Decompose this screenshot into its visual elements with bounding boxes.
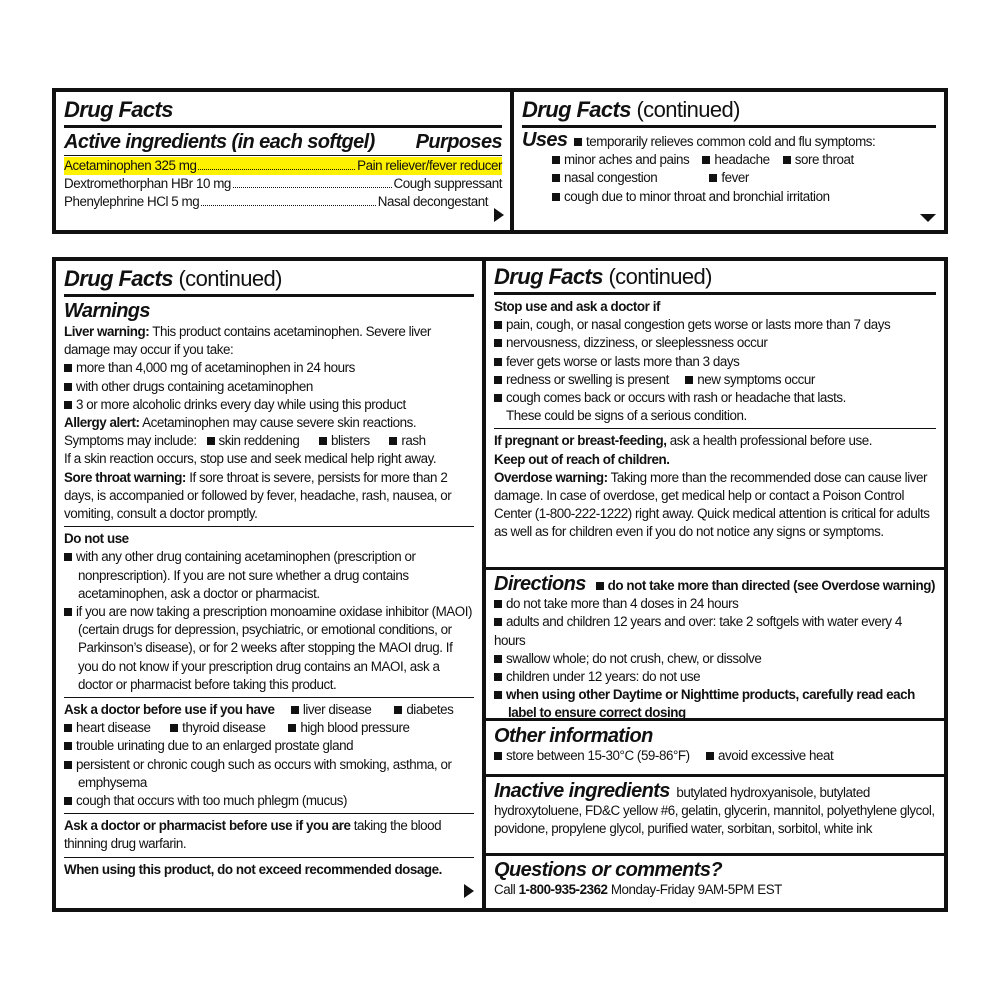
panel-title: Drug Facts (continued) xyxy=(494,264,712,289)
bullet-icon xyxy=(552,156,560,164)
pregnant-warning: If pregnant or breast-feeding, ask a health professional before use. xyxy=(494,433,872,449)
divider xyxy=(522,125,936,128)
divider xyxy=(64,155,502,156)
when-using: When using this product, do not exceed recommended dosage. xyxy=(64,861,442,877)
stop-use-heading: Stop use and ask a doctor if xyxy=(494,299,660,314)
section-directions xyxy=(494,575,936,723)
ingredient-name: Dextromethorphan HBr 10 mg xyxy=(64,176,231,191)
overdose-warning: Overdose warning: Taking more than the recommended dose can cause liver damage. In case of overdose, get medical help or contact a Poison Control Center (1-800-222-1222) right away. Quick medical attention is critical for adults as well as for children even if you do not notice any signs or symptoms. xyxy=(494,469,930,540)
section-inactive-ingredients xyxy=(494,782,936,839)
uses-list: minor aches and pains headache sore throat nasal congestion fever cough due to minor throat and bronchial irritation xyxy=(522,151,936,206)
section-stop-use xyxy=(494,265,936,567)
warnings-heading: Warnings xyxy=(64,300,150,322)
stop-use-item: fever gets worse or lasts more than 3 days xyxy=(494,353,936,371)
allergy-alert: Allergy alert: Acetaminophen may cause severe skin reactions. Symptoms may include: skin reddening blisters rash xyxy=(64,415,426,449)
divider xyxy=(494,428,936,429)
stop-use-item: cough comes back or occurs with rash or headache that lasts. xyxy=(494,389,936,407)
uses-intro: Uses temporarily relieves common cold and flu symptoms: xyxy=(522,129,876,151)
bullet-icon xyxy=(64,608,72,616)
bullet-icon xyxy=(494,376,502,384)
bullet-icon xyxy=(706,752,714,760)
liver-item: 3 or more alcoholic drinks every day while using this product xyxy=(64,396,474,414)
do-not-use-heading: Do not use xyxy=(64,531,129,547)
divider xyxy=(494,292,936,295)
directions-item: do not take more than 4 doses in 24 hours xyxy=(494,595,936,613)
panel-active-ingredients xyxy=(52,88,512,234)
bullet-icon xyxy=(494,752,502,760)
do-not-use-item: with any other drug containing acetaminophen (prescription or nonprescription). If you are not sure whether a drug contains acetaminophen, ask a doctor or pharmacist. xyxy=(64,548,474,603)
section-questions xyxy=(494,859,936,899)
active-heading: Active ingredients (in each softgel) xyxy=(64,131,375,153)
other-items: store between 15-30°C (59-86°F) avoid excessive heat xyxy=(494,747,936,765)
stop-use-item: nervousness, dizziness, or sleeplessness occur xyxy=(494,334,936,352)
bullet-icon xyxy=(494,691,502,699)
liver-item: with other drugs containing acetaminophen xyxy=(64,378,474,396)
ask-doctor-item: trouble urinating due to an enlarged prostate gland xyxy=(64,737,474,755)
ingredient-row xyxy=(64,175,502,193)
bullet-icon xyxy=(685,376,693,384)
ingredient-name: Phenylephrine HCl 5 mg xyxy=(64,194,200,209)
ingredient-name: Acetaminophen 325 mg xyxy=(64,158,197,173)
other-heading: Other information xyxy=(494,725,653,747)
stop-use-item: redness or swelling is present new symptoms occur xyxy=(494,371,936,389)
phone-number: 1-800-935-2362 xyxy=(518,882,608,897)
bullet-icon xyxy=(783,156,791,164)
bullet-icon xyxy=(494,673,502,681)
continue-arrow-icon xyxy=(494,208,504,222)
ask-pharmacist: Ask a doctor or pharmacist before use if you are taking the blood thinning drug warfarin. xyxy=(64,818,442,852)
ask-doctor-item: persistent or chronic cough such as occurs with smoking, asthma, or emphysema xyxy=(64,756,474,792)
bullet-icon xyxy=(291,706,299,714)
bullet-icon xyxy=(494,618,502,626)
questions-heading: Questions or comments? xyxy=(494,859,722,881)
bullet-icon xyxy=(552,174,560,182)
keep-out-of-reach: Keep out of reach of children. xyxy=(494,451,670,467)
bullet-icon xyxy=(64,383,72,391)
bullet-icon xyxy=(64,761,72,769)
divider xyxy=(64,813,474,814)
bullet-icon xyxy=(596,582,604,590)
panel-warnings xyxy=(52,257,484,912)
bullet-icon xyxy=(64,742,72,750)
ingredient-row xyxy=(64,193,502,211)
directions-item: children under 12 years: do not use xyxy=(494,668,936,686)
stop-use-after: These could be signs of a serious condition. xyxy=(506,408,747,424)
panel-title: Drug Facts xyxy=(64,97,173,122)
panel-title: Drug Facts (continued) xyxy=(64,266,282,291)
divider xyxy=(64,125,502,128)
bullet-icon xyxy=(207,437,215,445)
ingredient-purpose: Pain reliever/fever reducer xyxy=(357,158,502,173)
active-header-row xyxy=(64,131,502,154)
divider xyxy=(64,697,474,698)
panel-title: Drug Facts (continued) xyxy=(522,97,740,122)
ingredient-purpose: Nasal decongestant xyxy=(377,194,488,209)
inactive-text: Inactive ingredients butylated hydroxyanisole, butylated hydroxytoluene, FD&C yellow #6, gelatin, glycerin, mannitol, polyethylene glycol, povidone, propylene glycol, purified water, sorbitan, sorbitol, white ink xyxy=(494,780,935,837)
allergy-after: If a skin reaction occurs, stop use and seek medical help right away. xyxy=(64,451,437,467)
do-not-use-item: if you are now taking a prescription monoamine oxidase inhibitor (MAOI) (certain drugs for depression, psychiatric, or emotional conditions, or Parkinson’s disease), or for 2 weeks after stopping the MAOI drug. If you do not know if your prescription drug contains an MAOI, ask a doctor or pharmacist before taking this product. xyxy=(64,603,474,694)
bullet-icon xyxy=(494,339,502,347)
purposes-heading: Purposes xyxy=(415,131,502,153)
divider xyxy=(64,526,474,527)
ingredient-purpose: Cough suppressant xyxy=(393,176,502,191)
directions-item: swallow whole; do not crush, chew, or dissolve xyxy=(494,650,936,668)
directions-item: adults and children 12 years and over: take 2 softgels with water every 4 hours xyxy=(494,614,902,648)
bullet-icon xyxy=(389,437,397,445)
bullet-icon xyxy=(494,321,502,329)
continue-arrow-icon xyxy=(464,884,474,898)
bullet-icon xyxy=(494,655,502,663)
bullet-icon xyxy=(64,401,72,409)
bullet-icon xyxy=(709,174,717,182)
stop-use-item: pain, cough, or nasal congestion gets worse or lasts more than 7 days xyxy=(494,316,936,334)
liver-warning: Liver warning: This product contains acetaminophen. Severe liver damage may occur if you take: xyxy=(64,324,431,358)
bullet-icon xyxy=(64,724,72,732)
sore-throat-warning: Sore throat warning: If sore throat is severe, persists for more than 2 days, is accompanied or followed by fever, headache, rash, nausea, or vomiting, consult a doctor promptly. xyxy=(64,469,452,522)
bullet-icon xyxy=(319,437,327,445)
bullet-icon xyxy=(64,364,72,372)
ask-doctor-row: heart disease thyroid disease high blood pressure xyxy=(64,719,474,737)
bullet-icon xyxy=(552,193,560,201)
questions-contact: Call 1-800-935-2362 Monday-Friday 9AM-5PM EST xyxy=(494,882,782,897)
divider xyxy=(64,857,474,858)
bullet-icon xyxy=(170,724,178,732)
panel-uses xyxy=(512,88,948,234)
section-other-information xyxy=(494,725,936,765)
divider xyxy=(64,294,474,297)
continue-arrow-icon xyxy=(920,214,936,222)
bullet-icon xyxy=(288,724,296,732)
bullet-icon xyxy=(702,156,710,164)
bullet-icon xyxy=(574,138,582,146)
bullet-icon xyxy=(494,358,502,366)
bullet-icon xyxy=(494,600,502,608)
bullet-icon xyxy=(64,553,72,561)
liver-item: more than 4,000 mg of acetaminophen in 24 hours xyxy=(64,359,474,377)
bullet-icon xyxy=(394,706,402,714)
ingredient-row xyxy=(64,157,502,175)
ask-doctor-row: Ask a doctor before use if you have liver disease diabetes xyxy=(64,702,454,718)
ask-doctor-item: cough that occurs with too much phlegm (mucus) xyxy=(64,792,474,810)
directions-first: Directions do not take more than directed (see Overdose warning) xyxy=(494,573,935,595)
panel-right-column xyxy=(484,257,948,912)
directions-item: when using other Daytime or Nighttime products, carefully read each label to ensure correct dosing xyxy=(494,686,936,722)
bullet-icon xyxy=(494,394,502,402)
bullet-icon xyxy=(64,797,72,805)
